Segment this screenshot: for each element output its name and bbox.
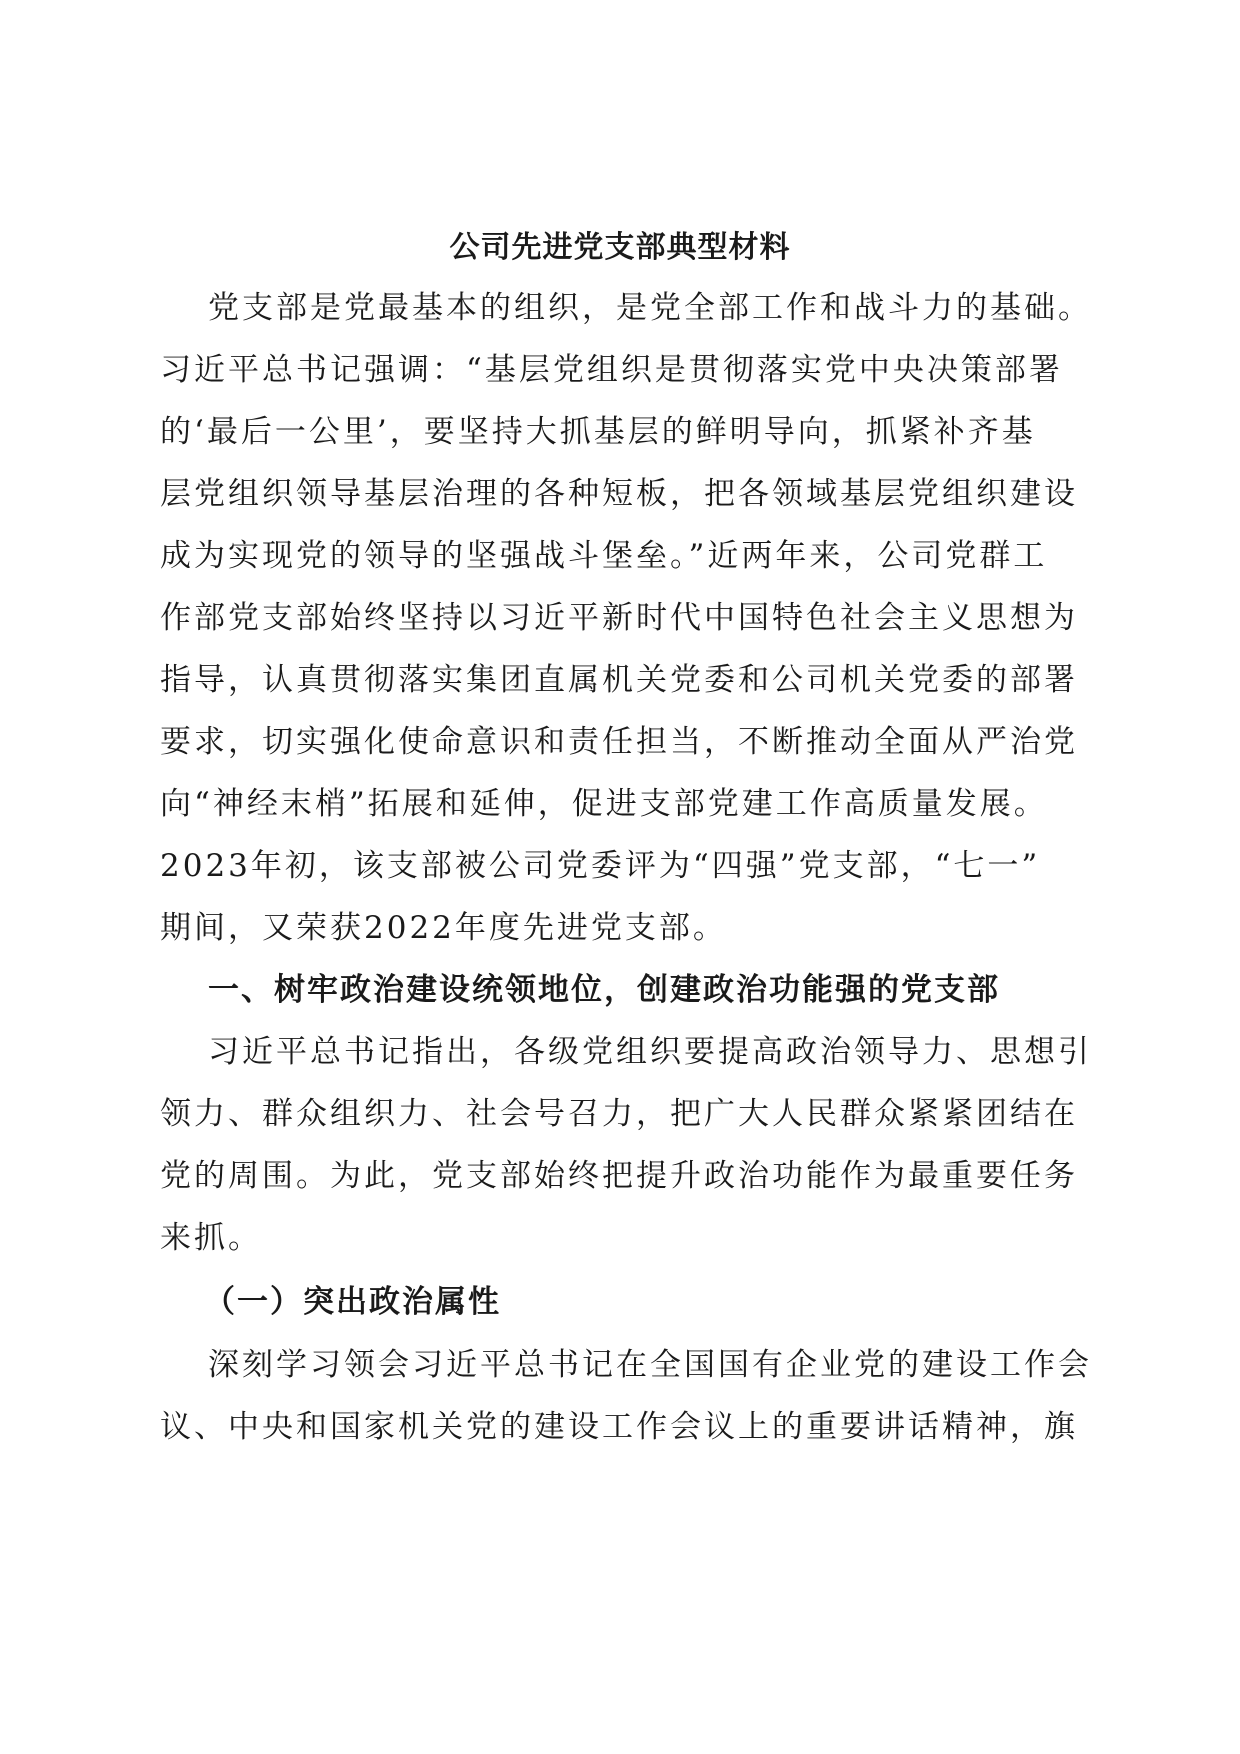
- paragraph-line: 2023年初，该支部被公司党委评为“四强”党支部，“七一”: [160, 848, 1041, 884]
- paragraph-line: 习近平总书记强调：“基层党组织是贯彻落实党中央决策部署: [160, 352, 1063, 388]
- paragraph-line: 领力、群众组织力、社会号召力，把广大人民群众紧紧团结在: [160, 1096, 1078, 1132]
- paragraph-line: 成为实现党的领导的坚强战斗堡垒。”近两年来，公司党群工: [160, 538, 1048, 574]
- section-heading: 一、树牢政治建设统领地位，创建政治功能强的党支部: [208, 972, 1000, 1008]
- paragraph-line: 议、中央和国家机关党的建设工作会议上的重要讲话精神，旗: [160, 1409, 1078, 1445]
- document-title: 公司先进党支部典型材料: [449, 230, 791, 265]
- paragraph-line: 层党组织领导基层治理的各种短板，把各领域基层党组织建设: [160, 476, 1078, 512]
- paragraph-line: 的‘最后一公里’，要坚持大抓基层的鲜明导向，抓紧补齐基: [160, 414, 1036, 450]
- paragraph-line: 作部党支部始终坚持以习近平新时代中国特色社会主义思想为: [160, 600, 1078, 636]
- paragraph-line: 期间，又荣获2022年度先进党支部。: [160, 910, 727, 946]
- paragraph-line: 来抓。: [160, 1220, 262, 1256]
- paragraph-line: 党支部是党最基本的组织，是党全部工作和战斗力的基础。: [208, 290, 1092, 326]
- subsection-heading: （一）突出政治属性: [204, 1284, 501, 1320]
- paragraph-line: 指导，认真贯彻落实集团直属机关党委和公司机关党委的部署: [160, 662, 1078, 698]
- paragraph-line: 党的周围。为此，党支部始终把提升政治功能作为最重要任务: [160, 1158, 1078, 1194]
- paragraph-line: 要求，切实强化使命意识和责任担当，不断推动全面从严治党: [160, 724, 1078, 760]
- paragraph-line: 深刻学习领会习近平总书记在全国国有企业党的建设工作会: [208, 1347, 1092, 1383]
- paragraph-line: 习近平总书记指出，各级党组织要提高政治领导力、思想引: [208, 1034, 1092, 1070]
- paragraph-line: 向“神经末梢”拓展和延伸，促进支部党建工作高质量发展。: [160, 786, 1048, 822]
